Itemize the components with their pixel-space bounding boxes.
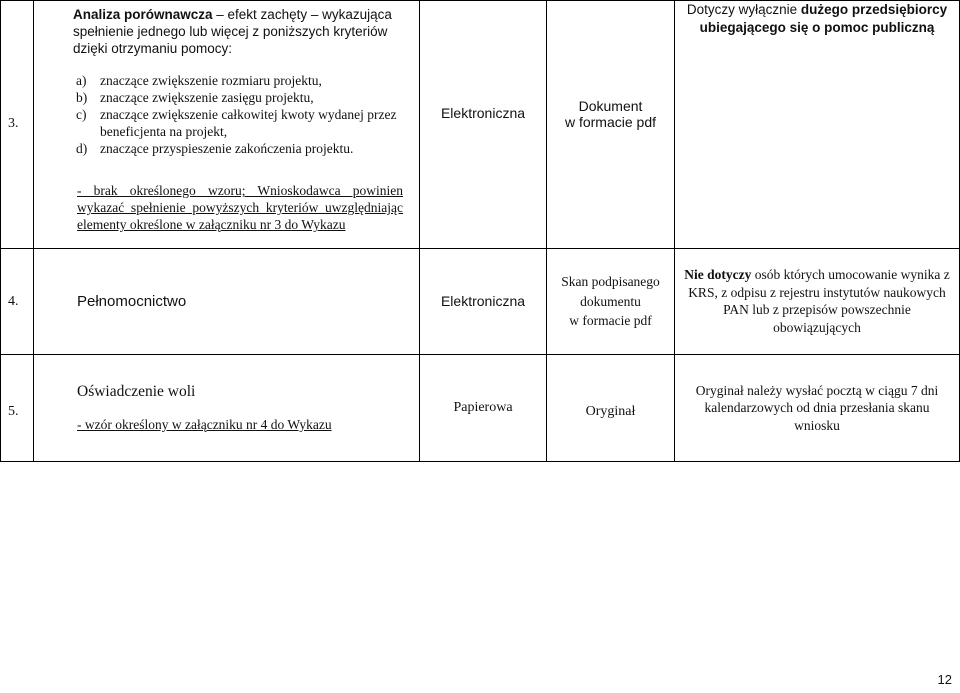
document-form: Skan podpisanego dokumentu w formacie pdf <box>547 248 675 354</box>
remarks: Dotyczy wyłącznie dużego przedsiębiorcy ubiegającego się o pomoc publiczną <box>675 1 960 249</box>
table-row <box>1 248 960 354</box>
list-item: c) znaczące zwiększenie całkowitej kwoty wydanej przez beneficjenta na projekt, <box>76 106 397 140</box>
submission-method: Elektroniczna <box>420 1 547 249</box>
list-item: b) znaczące zwiększenie zasięgu projektu, <box>76 89 314 105</box>
submission-method: Elektroniczna <box>420 248 547 354</box>
row-number: 4. <box>1 248 34 354</box>
document-name-cell <box>34 1 420 249</box>
criteria-list <box>34 72 419 158</box>
document-name-cell <box>34 354 420 461</box>
template-note: - wzór określony w załączniku nr 4 do Wykazu <box>77 416 332 432</box>
template-note: - brak określonego wzoru; Wnioskodawca powinien wykazać spełnienie powyższych kryteriów uwzględniając elementy określone w załączniku nr 3 do Wykazu <box>77 183 403 233</box>
table-row <box>1 1 960 249</box>
document-title <box>34 1 419 58</box>
table-row <box>1 354 960 461</box>
row-number: 3. <box>1 1 34 249</box>
submission-method: Papierowa <box>420 354 547 461</box>
document-name: Pełnomocnictwo <box>34 248 420 354</box>
document-title-bold: Analiza porównawcza <box>73 7 213 22</box>
document-name: Oświadczenie woli <box>77 382 196 400</box>
row-number: 5. <box>1 354 34 461</box>
remarks: Oryginał należy wysłać pocztą w ciągu 7 dni kalendarzowych od dnia przesłania skanu wniosku <box>675 354 960 461</box>
page-number: 12 <box>937 672 952 687</box>
list-item: d) znaczące przyspieszenie zakończenia projektu. <box>76 141 354 157</box>
document-form: Dokument w formacie pdf <box>547 1 675 249</box>
remarks: Nie dotyczy osób których umocowanie wynika z KRS, z odpisu z rejestru instytutów naukowych PAN lub z przepisów powszechnie obowiązujących <box>675 248 960 354</box>
list-item: a) znaczące zwiększenie rozmiaru projektu, <box>76 72 322 88</box>
document-form: Oryginał <box>547 354 675 461</box>
document-title-rest: – efekt zachęty – wykazująca spełnienie jednego lub więcej z poniższych kryteriów dzięki otrzymaniu pomocy: <box>73 7 392 56</box>
